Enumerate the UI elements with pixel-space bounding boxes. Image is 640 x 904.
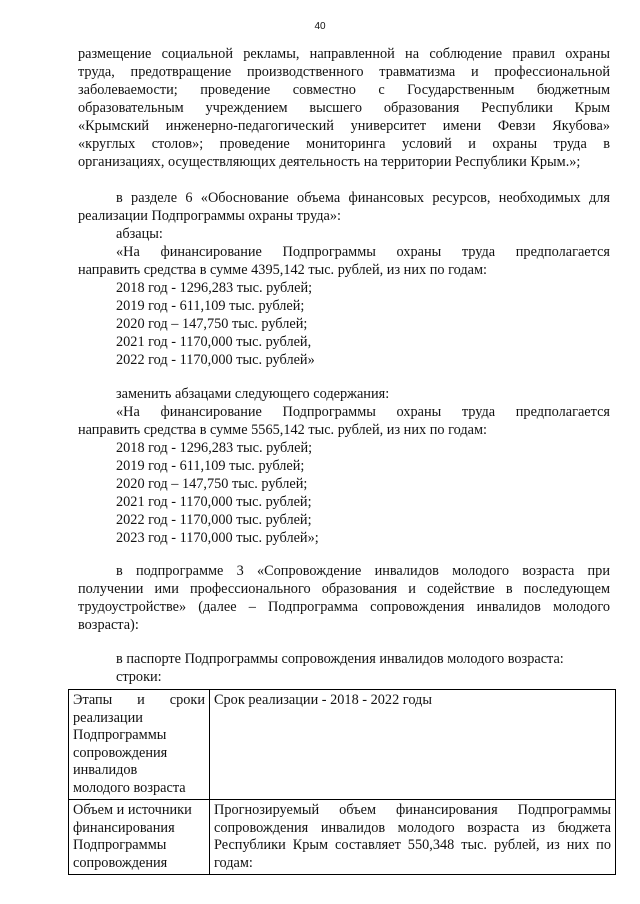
subprogram3-line: в подпрограмме 3 «Сопровождение инвалидов молодого возраста при <box>116 563 610 579</box>
abzacy-label: абзацы: <box>116 226 163 242</box>
cell-line: финансирования <box>73 819 175 836</box>
cell-line: Подпрограммы <box>73 837 167 853</box>
new-year-line: 2018 год - 1296,283 тыс. рублей; <box>116 440 313 456</box>
new-year-line: 2019 год - 611,109 тыс. рублей; <box>116 458 305 474</box>
table-cell-label <box>69 800 210 875</box>
old-year-line: 2020 год – 147,750 тыс. рублей; <box>116 316 308 332</box>
old-year-line: 2021 год - 1170,000 тыс. рублей, <box>116 334 312 350</box>
subprogram3-line: трудоустройстве» (далее – Подпрограмма сопровождения инвалидов молодого <box>78 599 610 615</box>
new-year-line: 2020 год – 147,750 тыс. рублей; <box>116 476 308 492</box>
para1-line: «Крымский инженерно-педагогический университет имени Февзи Якубова» <box>78 118 610 134</box>
new-text-line: направить средства в сумме 5565,142 тыс. рублей, из них по годам: <box>78 422 487 438</box>
old-year-line: 2018 год - 1296,283 тыс. рублей; <box>116 280 313 296</box>
para1-line: образовательным учреждением высшего образования Республики Крым <box>78 100 610 116</box>
table-cell-value <box>210 800 616 875</box>
new-text-line: «На финансирование Подпрограммы охраны труда предполагается <box>116 404 610 420</box>
para1-line: «круглых столов»; проведение мониторинга условий и охраны труда в <box>78 136 610 152</box>
para1-line: размещение социальной рекламы, направленной на соблюдение правил охраны <box>78 46 610 62</box>
old-year-line: 2022 год - 1170,000 тыс. рублей» <box>116 352 315 368</box>
passport-line: в паспорте Подпрограммы сопровождения инвалидов молодого возраста: <box>116 651 564 667</box>
passport-line: строки: <box>116 669 162 685</box>
subprogram3-line: возраста): <box>78 617 139 633</box>
new-year-line: 2021 год - 1170,000 тыс. рублей; <box>116 494 312 510</box>
old-text-line: направить средства в сумме 4395,142 тыс. рублей, из них по годам: <box>78 262 487 278</box>
cell-line: сопровождения инвалидов молодого возраста из бюджета <box>214 819 611 836</box>
para1-line: организациях, осуществляющих деятельность на территории Республики Крым.»; <box>78 154 581 170</box>
new-year-line: 2023 год - 1170,000 тыс. рублей»; <box>116 530 319 546</box>
cell-line: сопровождения <box>73 744 168 761</box>
cell-line: сопровождения <box>73 854 168 871</box>
cell-line: Этапы и сроки <box>73 692 205 708</box>
old-text-line: «На финансирование Подпрограммы охраны труда предполагается <box>116 244 610 260</box>
table-cell-label <box>69 690 210 800</box>
cell-line: инвалидов <box>73 762 138 778</box>
section6-line: в разделе 6 «Обоснование объема финансовых ресурсов, необходимых для <box>116 190 610 206</box>
section6-line: реализации Подпрограммы охраны труда»: <box>78 208 341 224</box>
cell-line: Подпрограммы <box>73 727 167 743</box>
cell-line: годам: <box>214 854 253 871</box>
para1-line: заболеваемости; проведение совместно с Государственным бюджетным <box>78 82 610 98</box>
para1-line: труда, предотвращение производственного травматизма и профессиональной <box>78 64 610 80</box>
replace-label: заменить абзацами следующего содержания: <box>116 386 390 402</box>
subprogram3-line: получении ими профессионального образования и содействие в последующем <box>78 581 610 597</box>
cell-line: реализации <box>73 709 143 726</box>
new-year-line: 2022 год - 1170,000 тыс. рублей; <box>116 512 312 528</box>
table-row <box>69 800 616 875</box>
page-number: 40 <box>314 21 326 32</box>
cell-line: Срок реализации - 2018 - 2022 годы <box>214 692 432 708</box>
table-row <box>69 690 616 800</box>
cell-line: Объем и источники <box>73 802 192 818</box>
passport-table <box>68 689 616 875</box>
table-cell-value <box>210 690 616 800</box>
cell-line: Республики Крым составляет 550,348 тыс. рублей, из них по <box>214 837 611 853</box>
cell-line: молодого возраста <box>73 779 186 796</box>
old-year-line: 2019 год - 611,109 тыс. рублей; <box>116 298 305 314</box>
cell-line: Прогнозируемый объем финансирования Подпрограммы <box>214 802 611 818</box>
